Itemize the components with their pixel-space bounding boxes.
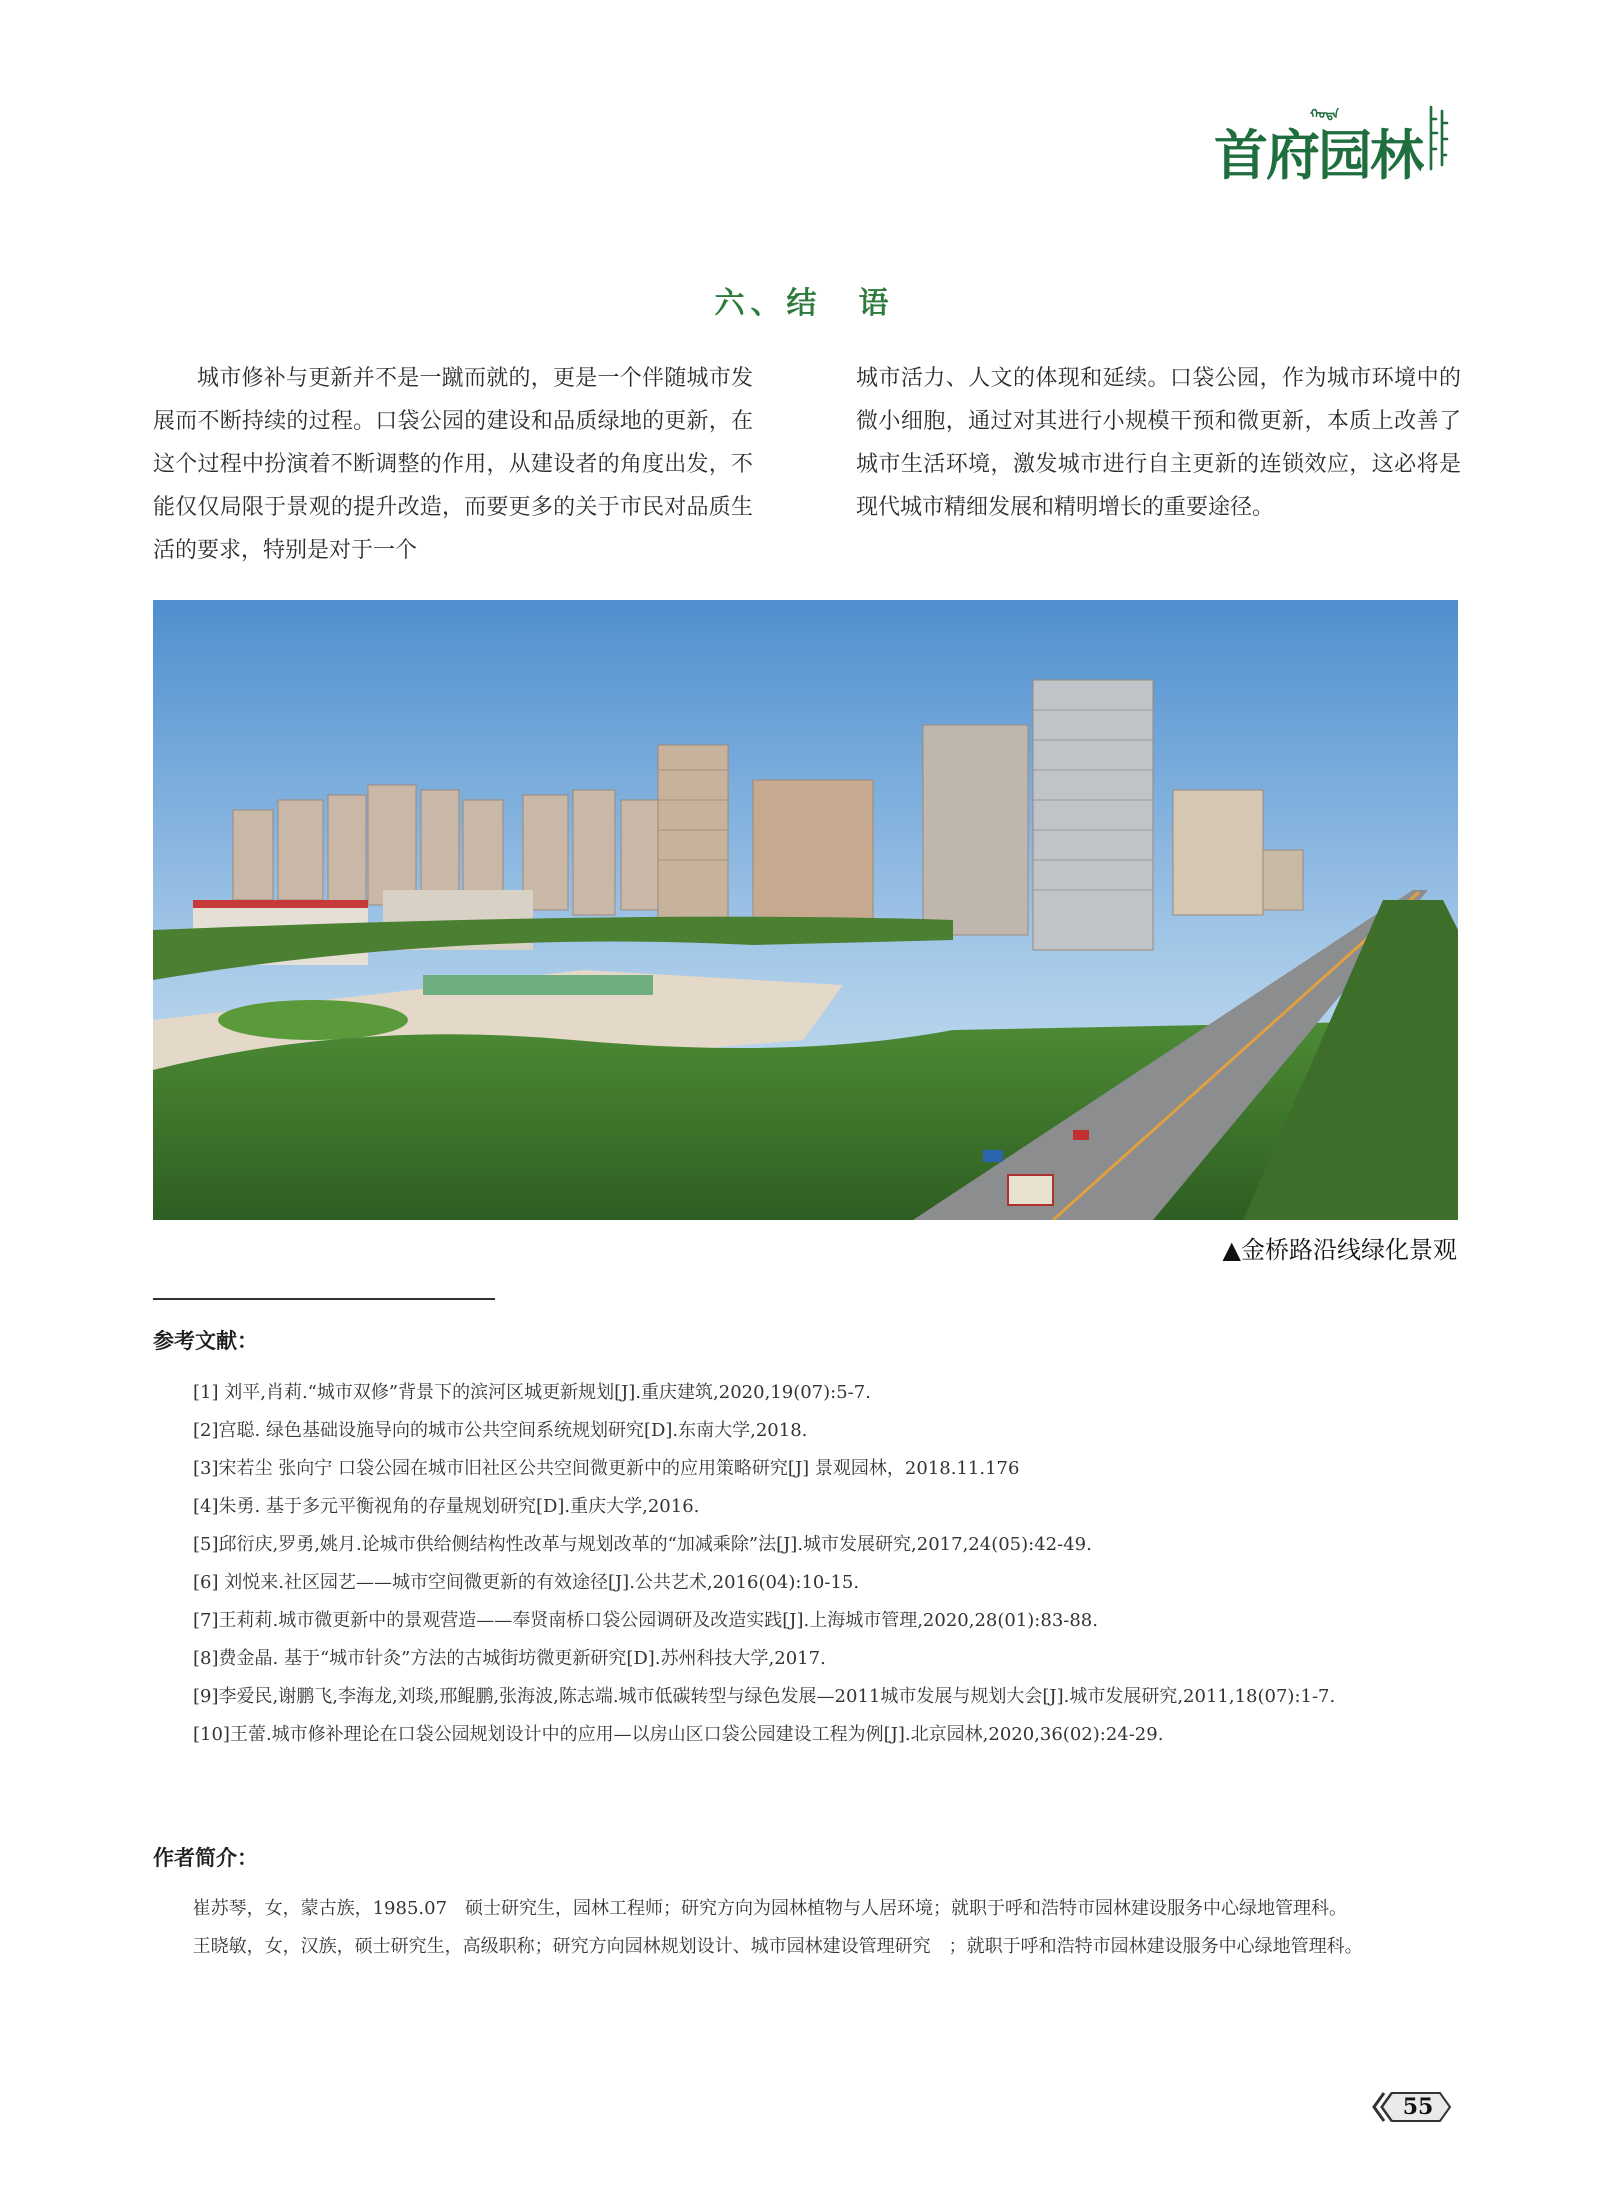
- reference-item: [6] 刘悦来.社区园艺——城市空间微更新的有效途径[J].公共艺术,2016(04):10-15.: [193, 1572, 860, 1593]
- logo-small-script: ᠬᠣᠲᠠ: [1310, 107, 1339, 121]
- page-number: 55: [1402, 2094, 1434, 2120]
- section-title: 六、结 语: [714, 286, 895, 321]
- reference-item: [4]朱勇. 基于多元平衡视角的存量规划研究[D].重庆大学,2016.: [193, 1496, 700, 1517]
- reference-item: [2]宫聪. 绿色基础设施导向的城市公共空间系统规划研究[D].东南大学,2018.: [193, 1420, 808, 1441]
- body-paragraph-right: 城市活力、人文的体现和延续。口袋公园，作为城市环境中的微小细胞，通过对其进行小规模干预和微更新，本质上改善了城市生活环境，激发城市进行自主更新的连锁效应，这必将是现代城市精细发展和精明增长的重要途径。: [856, 366, 1461, 520]
- page-number-badge: [1370, 2090, 1460, 2124]
- body-paragraph-left: 城市修补与更新并不是一蹴而就的，更是一个伴随城市发展而不断持续的过程。口袋公园的建设和品质绿地的更新，在这个过程中扮演着不断调整的作用，从建设者的角度出发，不能仅仅局限于景观的提升改造，而要更多的关于市民对品质生活的要求，特别是对于一个: [153, 366, 753, 563]
- journal-logo: [1214, 95, 1449, 205]
- author-list: [153, 1890, 1458, 1966]
- reference-item: [7]王莉莉.城市微更新中的景观营造——奉贤南桥口袋公园调研及改造实践[J].上海城市管理,2020,28(01):83-88.: [193, 1610, 1098, 1631]
- figure-caption: ▲金桥路沿线绿化景观: [1222, 1236, 1457, 1264]
- divider: [153, 1298, 495, 1300]
- landscape-photo: [153, 600, 1458, 1220]
- reference-item: [10]王蕾.城市修补理论在口袋公园规划设计中的应用—以房山区口袋公园建设工程为例[J].北京园林,2020,36(02):24-29.: [193, 1724, 1164, 1745]
- references-list: [153, 1374, 1458, 1754]
- author-item: 崔苏琴，女，蒙古族，1985.07 硕士研究生，园林工程师；研究方向为园林植物与人居环境；就职于呼和浩特市园林建设服务中心绿地管理科。: [192, 1898, 1348, 1919]
- reference-item: [3]宋若尘 张向宁 口袋公园在城市旧社区公共空间微更新中的应用策略研究[J] 景观园林，2018.11.176: [193, 1458, 1020, 1479]
- reference-item: [9]李爱民,谢鹏飞,李海龙,刘琰,邢鲲鹏,张海波,陈志端.城市低碳转型与绿色发展—2011城市发展与规划大会[J].城市发展研究,2011,18(07):1-7.: [193, 1686, 1336, 1707]
- author-item: 王晓敏，女，汉族，硕士研究生，高级职称；研究方向园林规划设计、城市园林建设管理研究 ；就职于呼和浩特市园林建设服务中心绿地管理科。: [192, 1936, 1363, 1957]
- reference-item: [8]费金晶. 基于“城市针灸”方法的古城街坊微更新研究[D].苏州科技大学,2017.: [193, 1648, 826, 1669]
- logo-text: 首府园林: [1214, 123, 1422, 187]
- reference-item: [5]邱衍庆,罗勇,姚月.论城市供给侧结构性改革与规划改革的“加减乘除”法[J].城市发展研究,2017,24(05):42-49.: [193, 1534, 1092, 1555]
- reference-item: [1] 刘平,肖莉.“城市双修”背景下的滨河区城更新规划[J].重庆建筑,2020,19(07):5-7.: [193, 1382, 871, 1403]
- author-heading: 作者简介：: [153, 1846, 258, 1870]
- mongolian-script-icon: [1425, 103, 1449, 175]
- references-heading: 参考文献：: [153, 1329, 258, 1353]
